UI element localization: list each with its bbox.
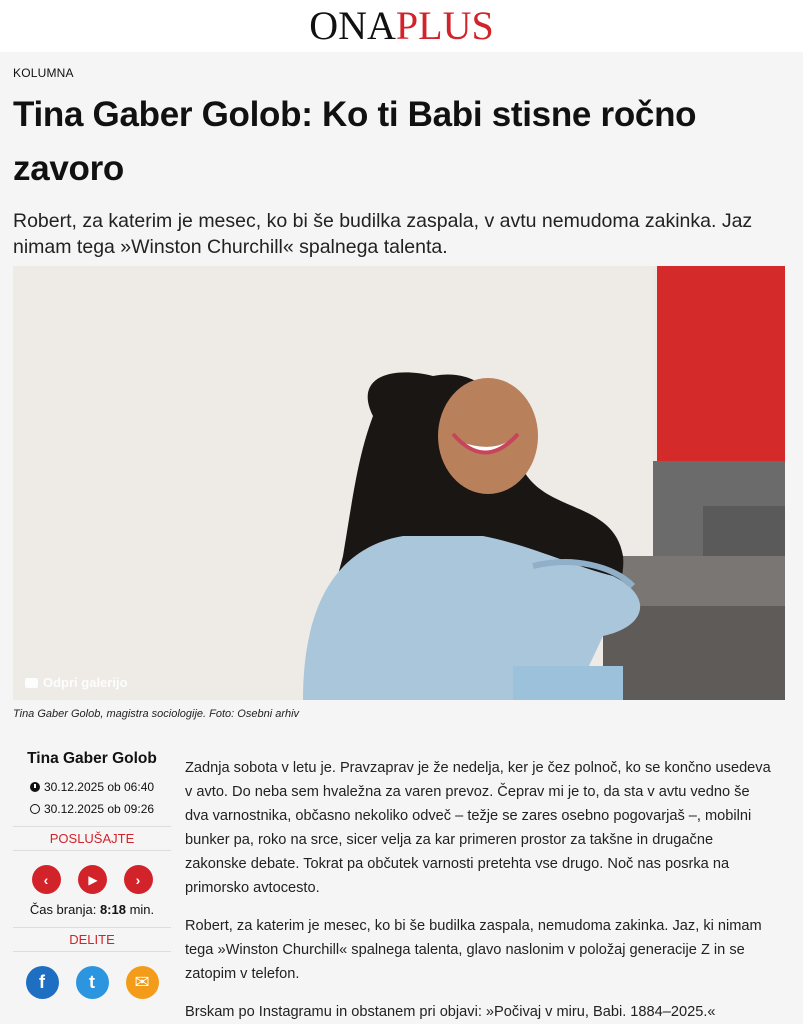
logo-ona: ONA xyxy=(309,3,396,48)
author-name[interactable]: Tina Gaber Golob xyxy=(27,750,157,767)
read-time-value: 8:18 xyxy=(99,902,126,917)
read-time-label: Čas branja: xyxy=(29,902,97,917)
section-label[interactable]: KOLUMNA xyxy=(13,66,74,80)
camera-icon xyxy=(25,678,38,688)
audio-play-button[interactable] xyxy=(78,865,107,894)
paragraph: Zadnja sobota v letu je. Pravzaprav je že nedelja, ker je čez polnoč, ko se končno usedeva v avto. Do neba sem hvaležna za varen prevoz. Čeprav mi je to, da sta v avtu vedno še dva varnostnika, občasno nekoliko odveč – težje se zares osebno pogovarjaš –, mobilni bunker pa, roko na srce, sicer velja za kar primeren prostor za takšne in drugačne zakonske debate. Tokrat pa občutek varnosti pretehta vse drugo. Noč nas posrka na primorsko avtocesto. xyxy=(185,760,771,896)
hero-photo xyxy=(13,266,785,700)
logo-plus: PLUS xyxy=(395,3,494,48)
share-email-button[interactable] xyxy=(126,966,159,999)
updated-date-text: 30.12.2025 ob 09:26 xyxy=(43,802,155,816)
article-page xyxy=(0,52,803,1024)
paragraph: Brskam po Instagramu in obstanem pri objavi: »Počivaj v miru, Babi. 1884–2025.« xyxy=(185,1004,716,1020)
clock-icon xyxy=(30,782,40,792)
share-label: DELITE xyxy=(13,927,171,952)
share-buttons xyxy=(13,966,171,999)
history-icon xyxy=(30,804,40,814)
share-twitter-button[interactable] xyxy=(76,966,109,999)
play-icon: ▶ xyxy=(88,872,98,887)
site-logo[interactable] xyxy=(309,3,494,48)
article-lead: Robert, za katerim je mesec, ko bi še budilka zaspala, v avtu nemudoma zakinka. Jaz nimam tega »Winston Churchill« spalnega talenta. xyxy=(13,210,753,258)
audio-next-button[interactable] xyxy=(124,865,153,894)
published-date-text: 30.12.2025 ob 06:40 xyxy=(43,780,155,794)
hero-image[interactable] xyxy=(13,266,785,700)
twitter-icon: t xyxy=(89,972,95,992)
mail-icon: ✉ xyxy=(134,972,150,992)
listen-label: POSLUŠAJTE xyxy=(13,826,171,851)
article-body xyxy=(13,748,790,1024)
open-gallery-label: Odpri galerijo xyxy=(43,675,128,690)
chevron-left-icon: ‹ xyxy=(43,871,49,888)
audio-prev-button[interactable] xyxy=(32,865,61,894)
facebook-icon: f xyxy=(39,972,45,992)
article-title: Tina Gaber Golob: Ko ti Babi stisne ročno zavoro xyxy=(13,95,697,188)
read-time xyxy=(13,902,171,917)
share-facebook-button[interactable] xyxy=(26,966,59,999)
article-text xyxy=(185,748,775,1024)
image-caption: Tina Gaber Golob, magistra sociologije. Foto: Osebni arhiv xyxy=(13,708,300,720)
audio-controls xyxy=(13,865,171,894)
paragraph: Robert, za katerim je mesec, ko bi še budilka zaspala, nemudoma zakinka. Jaz, ki nimam tega »Winston Churchill« spalnega talenta, glavo naslonim v položaj generacije Z in se zatopim v telefon. xyxy=(185,918,762,982)
chevron-right-icon: › xyxy=(135,871,141,888)
updated-date xyxy=(13,802,171,816)
read-time-unit: min. xyxy=(129,902,155,917)
site-header xyxy=(0,0,803,52)
published-date xyxy=(13,780,171,794)
open-gallery-button[interactable] xyxy=(25,675,128,690)
article-sidebar xyxy=(13,748,171,1024)
